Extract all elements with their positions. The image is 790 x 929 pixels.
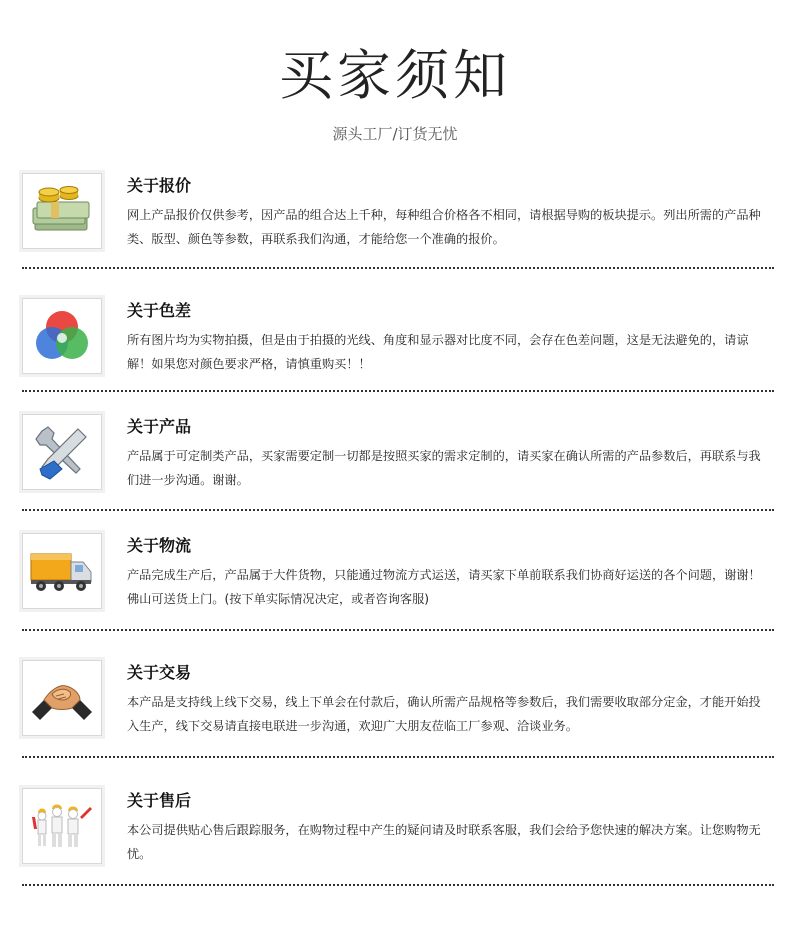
page-subtitle: 源头工厂/订货无忧 — [332, 125, 458, 143]
section-text: 网上产品报价仅供参考，因产品的组合达上千种，每种组合价格各不相同，请根据导购的板块提示。列出所需的产品种类、版型、颜色等参数，再联系我们沟通，才能给您一个准确的报价。 — [127, 208, 761, 246]
section-title: 关于色差 — [127, 301, 192, 320]
section-title: 关于报价 — [127, 176, 192, 195]
divider — [22, 390, 774, 392]
service-team-icon — [22, 788, 102, 864]
section-title: 关于物流 — [127, 536, 192, 555]
divider — [22, 509, 774, 511]
divider — [22, 629, 774, 631]
divider — [22, 267, 774, 269]
section-text: 本公司提供贴心售后跟踪服务，在购物过程中产生的疑问请及时联系客服，我们会给予您快速的解决方案。让您购物无忧。 — [127, 823, 761, 861]
section-text: 所有图片均为实物拍摄，但是由于拍摄的光线、角度和显示器对比度不同，会存在色差问题，这是无法避免的，请谅解！如果您对颜色要求严格，请慎重购买！！ — [127, 333, 749, 371]
divider — [22, 884, 774, 886]
section-text: 产品属于可定制类产品，买家需要定制一切都是按照买家的需求定制的，请买家在确认所需的产品参数后，再联系与我们进一步沟通。谢谢。 — [127, 449, 761, 487]
handshake-icon — [22, 660, 102, 736]
section-title: 关于售后 — [127, 791, 192, 810]
money-stack-icon — [22, 173, 102, 249]
truck-icon — [22, 533, 102, 609]
section-text: 产品完成生产后，产品属于大件货物，只能通过物流方式运送，请买家下单前联系我们协商好运送的各个问题，谢谢！佛山可送货上门。(按下单实际情况决定，或者咨询客服) — [127, 568, 761, 606]
section-text: 本产品是支持线上线下交易，线上下单会在付款后，确认所需产品规格等参数后，我们需要收取部分定金，才能开始投入生产，线下交易请直接电联进一步沟通，欢迎广大朋友莅临工厂参观、洽谈业务。 — [127, 695, 761, 733]
section-title: 关于交易 — [127, 663, 192, 682]
divider — [22, 756, 774, 758]
section-title: 关于产品 — [127, 417, 192, 436]
wrench-screwdriver-icon — [22, 414, 102, 490]
page-title: 买家须知 — [279, 44, 511, 107]
color-circles-icon — [22, 298, 102, 374]
